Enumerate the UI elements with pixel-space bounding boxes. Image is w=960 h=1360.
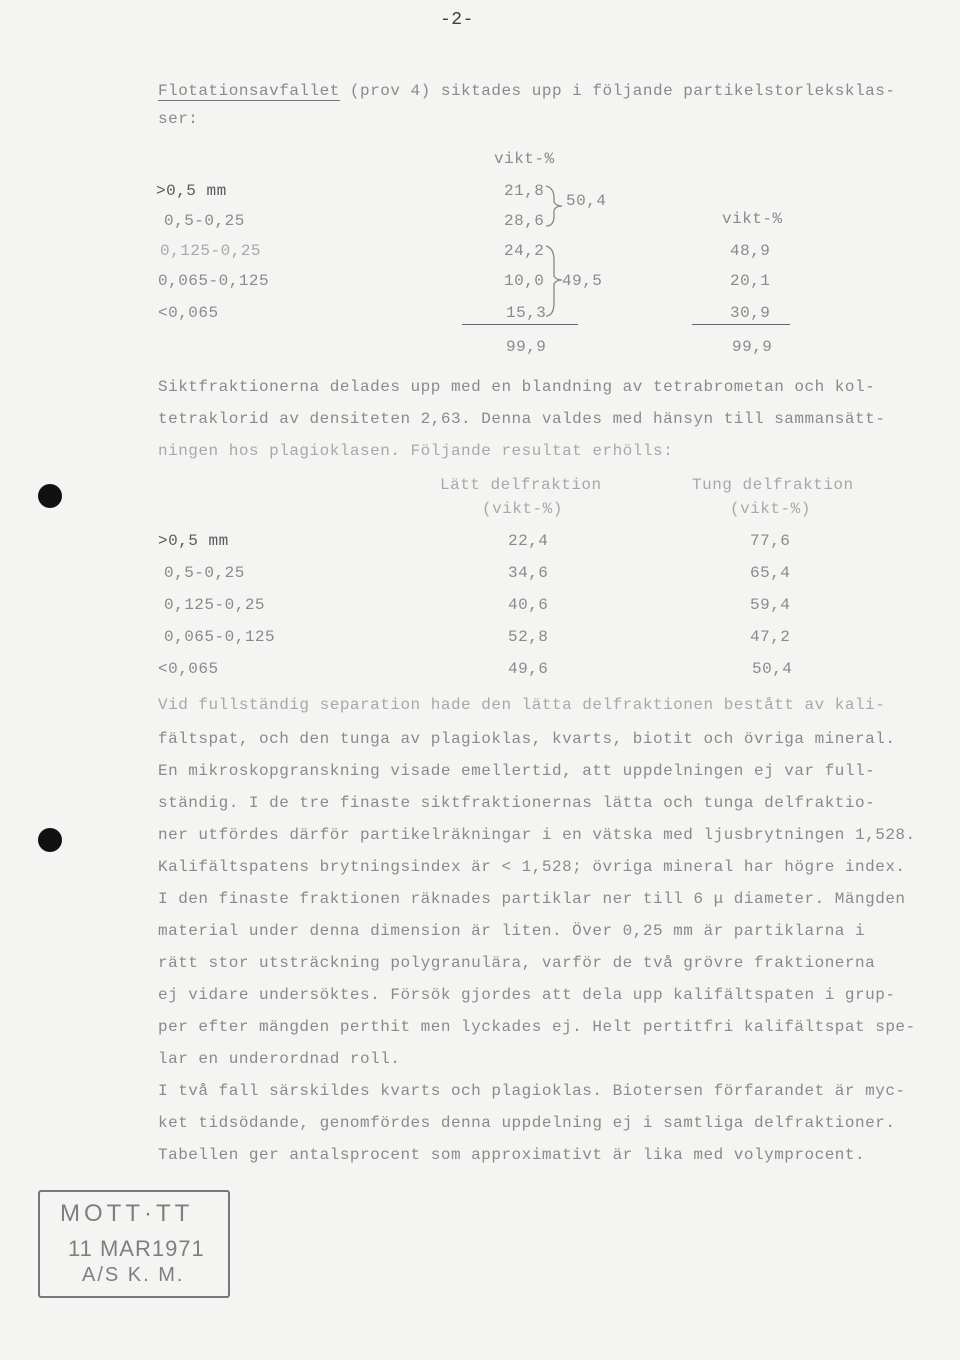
t1-size-2: 0,125-0,25 bbox=[160, 242, 262, 260]
t1-size-0: >0,5 mm bbox=[156, 182, 227, 200]
t1-w1-4: 15,3 bbox=[506, 304, 547, 322]
para2-line-7: material under denna dimension är liten. Över 0,25 mm är partiklarna i bbox=[158, 922, 866, 940]
t1-w2-2: 48,9 bbox=[730, 242, 771, 260]
para3-line-0: I två fall särskildes kvarts och plagioklas. Biotersen förfarandet är myc- bbox=[158, 1082, 906, 1100]
para2-line-2: En mikroskopgranskning visade emellertid, att uppdelningen ej var full- bbox=[158, 762, 876, 780]
intro-line-1-text: (prov 4) siktades upp i följande partikelstorleksklas- bbox=[339, 82, 896, 100]
para2-line-8: rätt stor utsträckning polygranulära, varför de två grövre fraktionerna bbox=[158, 954, 876, 972]
para2-line-0: Vid fullständig separation hade den lätta delfraktionen bestått av kali- bbox=[158, 696, 886, 714]
t1-total-2: 99,9 bbox=[732, 338, 773, 356]
t2-light-2: 40,6 bbox=[508, 596, 549, 614]
para1-line-1: tetraklorid av densiteten 2,63. Denna valdes med hänsyn till sammansätt- bbox=[158, 410, 886, 428]
para2-line-4: ner utfördes därför partikelräkningar i en vätska med ljusbrytningen 1,528. bbox=[158, 826, 916, 844]
t2-heavy-header: Tung delfraktion bbox=[692, 476, 854, 494]
t1-group-2-sum: 49,5 bbox=[562, 272, 603, 290]
page-number: -2- bbox=[440, 10, 474, 30]
t2-heavy-2: 59,4 bbox=[750, 596, 791, 614]
t2-heavy-unit: (vikt-%) bbox=[730, 500, 811, 518]
t1-size-3: 0,065-0,125 bbox=[158, 272, 270, 290]
stamp-line-3: A/S K. M. bbox=[82, 1264, 185, 1286]
para2-line-6: I den finaste fraktionen räknades partiklar ner till 6 μ diameter. Mängden bbox=[158, 890, 906, 908]
t2-light-1: 34,6 bbox=[508, 564, 549, 582]
t1-size-1: 0,5-0,25 bbox=[164, 212, 245, 230]
para2-line-9: ej vidare undersöktes. Försök gjordes att dela upp kalifältspaten i grup- bbox=[158, 986, 896, 1004]
t2-heavy-1: 65,4 bbox=[750, 564, 791, 582]
t1-w1-0: 21,8 bbox=[504, 182, 545, 200]
t2-size-0: >0,5 mm bbox=[158, 532, 229, 550]
t2-size-3: 0,065-0,125 bbox=[164, 628, 276, 646]
punch-hole-bottom bbox=[38, 828, 62, 852]
t1-sum-line-2 bbox=[692, 324, 790, 325]
para2-line-3: ständig. I de tre finaste siktfraktionernas lätta och tunga delfraktio- bbox=[158, 794, 876, 812]
t2-light-unit: (vikt-%) bbox=[482, 500, 563, 518]
t1-w2-3: 20,1 bbox=[730, 272, 771, 290]
t2-heavy-0: 77,6 bbox=[750, 532, 791, 550]
para1-line-2: ningen hos plagioklasen. Följande resultat erhölls: bbox=[158, 442, 674, 460]
intro-line-2: ser: bbox=[158, 110, 199, 128]
t1-col2-header: vikt-% bbox=[722, 210, 783, 228]
t1-w1-1: 28,6 bbox=[504, 212, 545, 230]
t2-heavy-4: 50,4 bbox=[752, 660, 793, 678]
t2-light-header: Lätt delfraktion bbox=[440, 476, 602, 494]
stamp-line-2: 11 MAR1971 bbox=[68, 1236, 205, 1261]
stamp-line-1: MOTT·TT bbox=[60, 1200, 194, 1227]
t2-light-4: 49,6 bbox=[508, 660, 549, 678]
received-stamp bbox=[38, 1190, 230, 1298]
para3-line-1: ket tidsödande, genomfördes denna uppdelning ej i samtliga delfraktioner. bbox=[158, 1114, 896, 1132]
t1-w1-3: 10,0 bbox=[504, 272, 545, 290]
para2-line-1: fältspat, och den tunga av plagioklas, kvarts, biotit och övriga mineral. bbox=[158, 730, 896, 748]
t1-col1-header: vikt-% bbox=[494, 150, 555, 168]
para3-line-2: Tabellen ger antalsprocent som approximativt är lika med volymprocent. bbox=[158, 1146, 866, 1164]
intro-heading: Flotationsavfallet bbox=[158, 82, 340, 100]
t1-group-1-sum: 50,4 bbox=[566, 192, 607, 210]
t2-size-2: 0,125-0,25 bbox=[164, 596, 266, 614]
punch-hole-top bbox=[38, 484, 62, 508]
t1-w2-4: 30,9 bbox=[730, 304, 771, 322]
t2-heavy-3: 47,2 bbox=[750, 628, 791, 646]
para1-line-0: Siktfraktionerna delades upp med en blandning av tetrabrometan och kol- bbox=[158, 378, 876, 396]
t1-w1-2: 24,2 bbox=[504, 242, 545, 260]
t1-total-1: 99,9 bbox=[506, 338, 547, 356]
para2-line-10: per efter mängden perthit men lyckades ej. Helt pertitfri kalifältspat spe- bbox=[158, 1018, 916, 1036]
t1-sum-line-1 bbox=[462, 324, 578, 325]
para2-line-11: lar en underordnad roll. bbox=[158, 1050, 401, 1068]
para2-line-5: Kalifältspatens brytningsindex är < 1,528; övriga mineral har högre index. bbox=[158, 858, 906, 876]
t2-size-4: <0,065 bbox=[158, 660, 219, 678]
t2-size-1: 0,5-0,25 bbox=[164, 564, 245, 582]
t1-size-4: <0,065 bbox=[158, 304, 219, 322]
intro-line-1 bbox=[158, 82, 895, 100]
t2-light-0: 22,4 bbox=[508, 532, 549, 550]
t2-light-3: 52,8 bbox=[508, 628, 549, 646]
